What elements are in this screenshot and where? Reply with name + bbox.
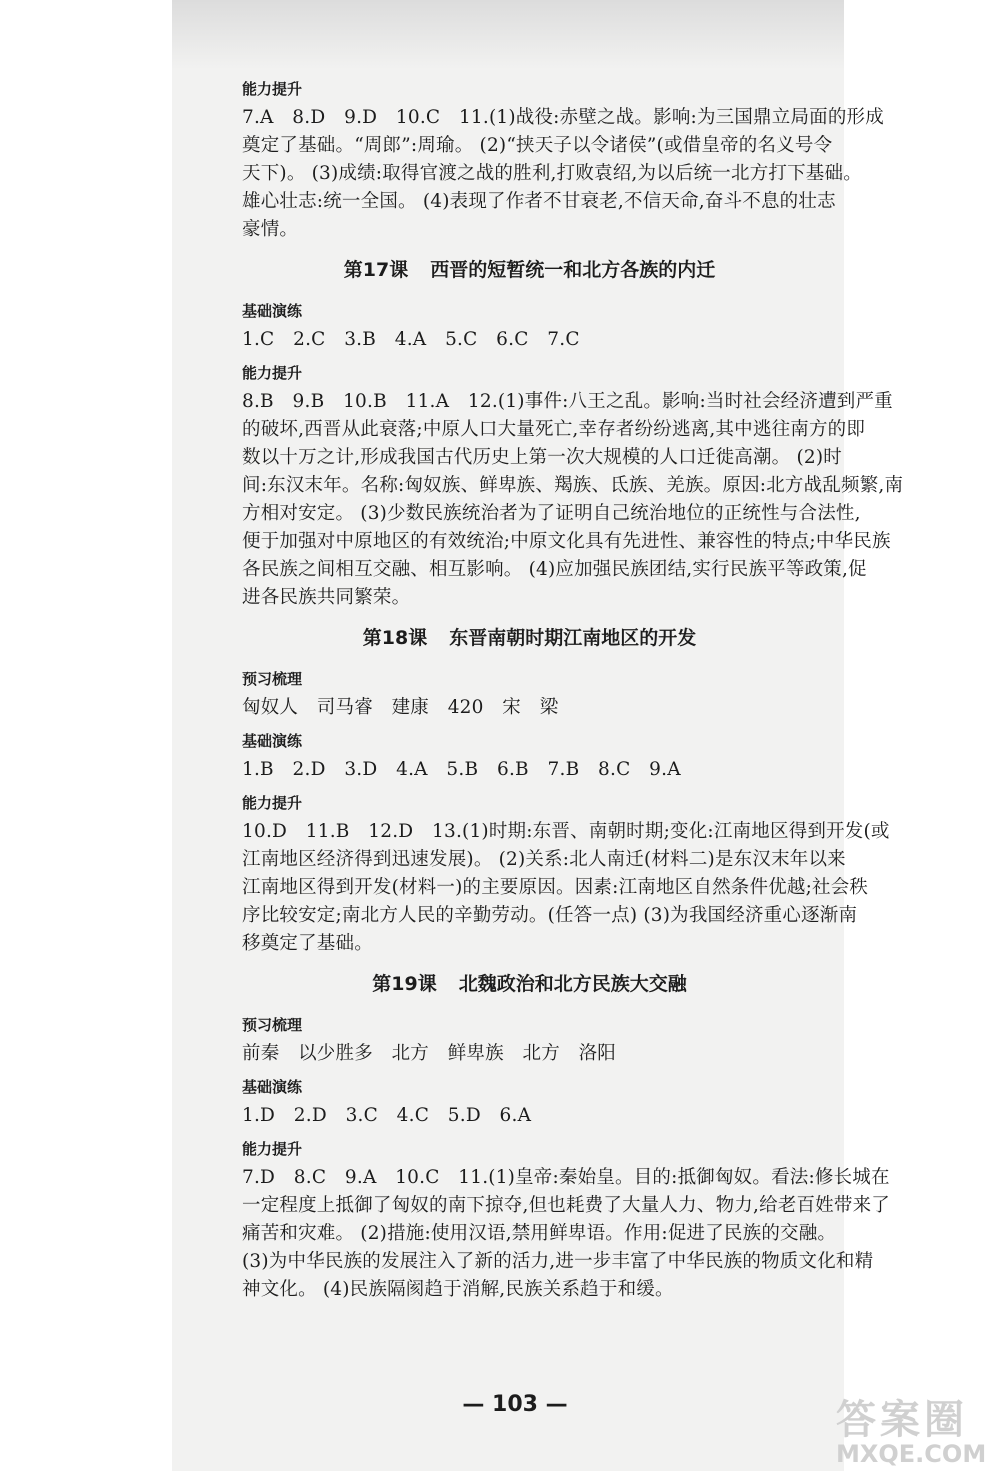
answer-line: 1.D 2.D 3.C 4.C 5.D 6.A (242, 1105, 532, 1126)
section-label: 预习梳理 (242, 1016, 303, 1034)
answer-line: 前秦 以少胜多 北方 鲜卑族 北方 洛阳 (242, 1043, 617, 1064)
answer-line: 10.D 11.B 12.D 13.(1)时期:东晋、南朝时期;变化:江南地区得到开发(或 (242, 821, 890, 842)
answer-line: 豪情。 (242, 219, 299, 240)
lesson-number: 第18课 (362, 627, 428, 649)
answer-line: 方相对安定。 (3)少数民族统治者为了证明自己统治地位的正统性与合法性, (242, 503, 861, 524)
answer-line: (3)为中华民族的发展注入了新的活力,进一步丰富了中华民族的物质文化和精 (242, 1251, 874, 1272)
section-label: 能力提升 (242, 80, 303, 98)
lesson-number: 第19课 (372, 973, 437, 995)
answer-line: 序比较安定;南北方人民的辛勤劳动。(任答一点) (3)为我国经济重心逐渐南 (242, 905, 858, 926)
answer-line: 移奠定了基础。 (242, 933, 373, 954)
watermark-url: MXQE.COM (836, 1440, 987, 1468)
answer-line: 奠定了基础。“周郎”:周瑜。 (2)“挟天子以令诸侯”(或借皇帝的名义号令 (242, 135, 833, 156)
answer-line: 1.C 2.C 3.B 4.A 5.C 6.C 7.C (242, 329, 580, 350)
lesson-name: 东晋南朝时期江南地区的开发 (449, 627, 697, 649)
lesson-name: 西晋的短暂统一和北方各族的内迁 (430, 259, 716, 281)
page-content (242, 70, 904, 1304)
answer-line: 一定程度上抵御了匈奴的南下掠夺,但也耗费了大量人力、物力,给老百姓带来了 (242, 1195, 890, 1216)
lesson-title (242, 248, 817, 292)
section-label: 基础演练 (242, 1078, 303, 1096)
answer-line: 雄心壮志:统一全国。 (4)表现了作者不甘衰老,不信天命,奋斗不息的壮志 (242, 191, 836, 212)
section-label: 基础演练 (242, 732, 303, 750)
answer-line: 的破坏,西晋从此衰落;中原人口大量死亡,幸存者纷纷逃离,其中逃往南方的即 (242, 419, 866, 440)
section-label: 预习梳理 (242, 670, 303, 688)
lesson-number: 第17课 (343, 259, 409, 281)
answer-line: 江南地区得到开发(材料一)的主要原因。因素:江南地区自然条件优越;社会秩 (242, 877, 869, 898)
answer-line: 各民族之间相互交融、相互影响。 (4)应加强民族团结,实行民族平等政策,促 (242, 559, 867, 580)
answer-line: 数以十万之计,形成我国古代历史上第一次大规模的人口迁徙高潮。 (2)时 (242, 447, 842, 468)
answer-line: 8.B 9.B 10.B 11.A 12.(1)事件:八王之乱。影响:当时社会经济遭到严重 (242, 391, 893, 412)
section-label: 基础演练 (242, 302, 303, 320)
lesson-name: 北魏政治和北方民族大交融 (458, 973, 687, 995)
page-number: — 103 — (462, 1392, 568, 1417)
watermark-logo: 答案圈 (836, 1397, 968, 1443)
lesson-title (242, 962, 817, 1006)
section-label: 能力提升 (242, 364, 303, 382)
scan-shadow (172, 0, 844, 70)
answer-line: 痛苦和灾难。 (2)措施:使用汉语,禁用鲜卑语。作用:促进了民族的交融。 (242, 1223, 837, 1244)
answer-line: 天下)。 (3)成绩:取得官渡之战的胜利,打败袁绍,为以后统一北方打下基础。 (242, 163, 862, 184)
answer-line: 便于加强对中原地区的有效统治;中原文化具有先进性、兼容性的特点;中华民族 (242, 531, 891, 552)
answer-line: 进各民族共同繁荣。 (242, 587, 411, 608)
section-label: 能力提升 (242, 1140, 303, 1158)
answer-line: 7.D 8.C 9.A 10.C 11.(1)皇帝:秦始皇。目的:抵御匈奴。看法:修长城在 (242, 1167, 890, 1188)
answer-line: 7.A 8.D 9.D 10.C 11.(1)战役:赤壁之战。影响:为三国鼎立局面的形成 (242, 107, 884, 128)
answer-line: 匈奴人 司马睿 建康 420 宋 梁 (242, 697, 559, 718)
section-label: 能力提升 (242, 794, 303, 812)
answer-line: 1.B 2.D 3.D 4.A 5.B 6.B 7.B 8.C 9.A (242, 759, 681, 780)
answer-line: 间:东汉末年。名称:匈奴族、鲜卑族、羯族、氐族、羌族。原因:北方战乱频繁,南 (242, 475, 904, 496)
lesson-title (242, 616, 817, 660)
answer-line: 神文化。 (4)民族隔阂趋于消解,民族关系趋于和缓。 (242, 1279, 674, 1300)
answer-line: 江南地区经济得到迅速发展)。 (2)关系:北人南迁(材料二)是东汉末年以来 (242, 849, 846, 870)
